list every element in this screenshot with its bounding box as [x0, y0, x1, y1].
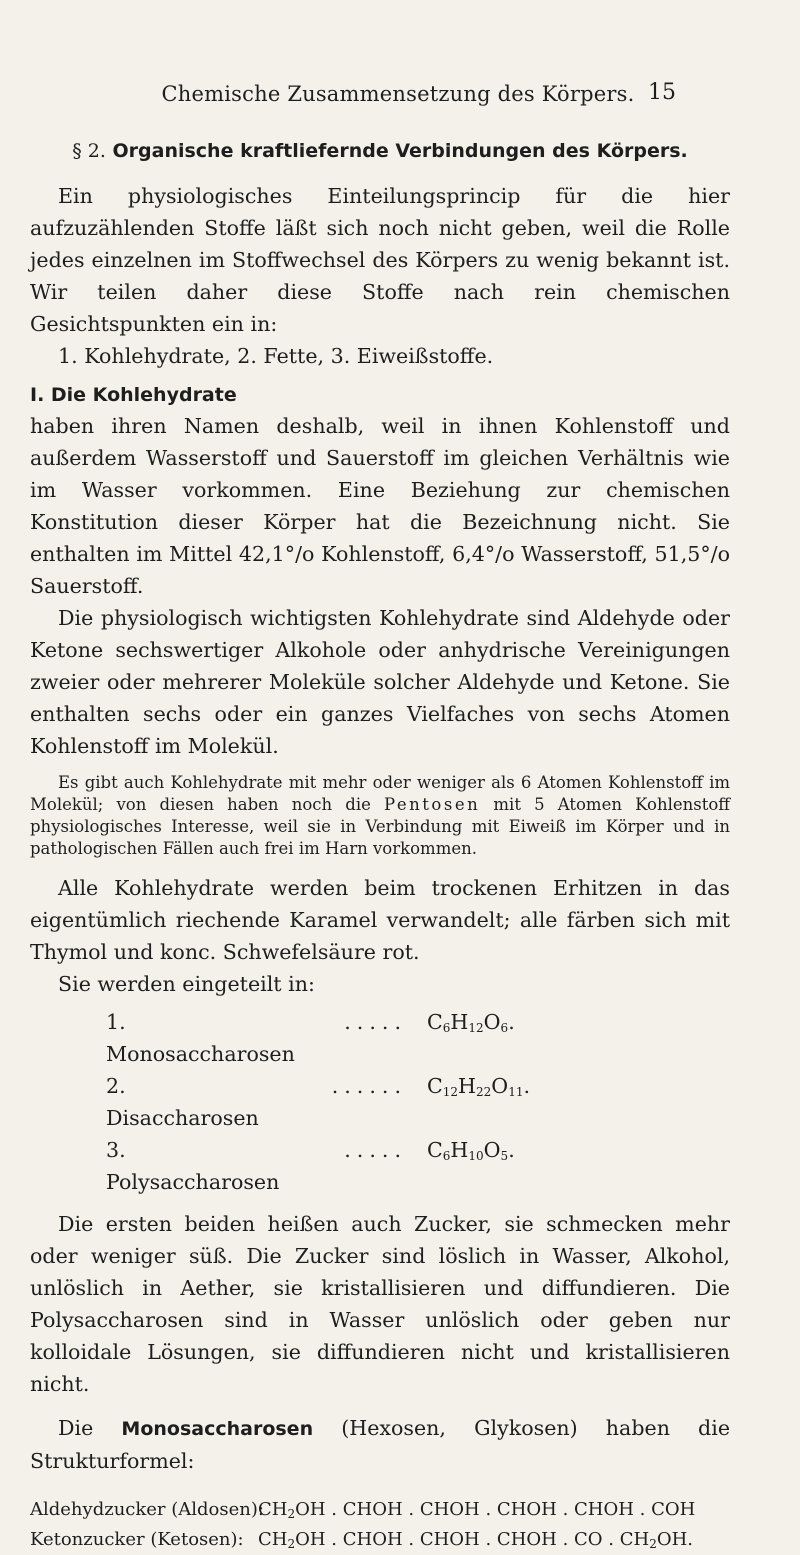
pentosen-note [30, 772, 730, 860]
eingeteilt-line: Sie werden eingeteilt in: [58, 972, 315, 996]
categories-line: 1. Kohlehydrate, 2. Fette, 3. Eiweißstoffe. [58, 344, 494, 368]
formula-name: 1. Monosaccharosen [106, 1010, 295, 1066]
zucker-paragraph: Die ersten beiden heißen auch Zucker, sie schmecken mehr oder weniger süß. Die Zucker sind löslich in Wasser, Alkohol, unlöslich in Aether, sie kristallisieren und diffundieren. Die Polysaccharosen sind in Wasser unlöslich oder geben nur kolloidale Lösungen, sie diffundieren nicht und kristallisieren nicht. [30, 1212, 730, 1396]
page-number: 15 [648, 80, 676, 105]
formula-row [30, 1070, 730, 1134]
formula-row [30, 1134, 730, 1198]
mono-prefix: Die [58, 1416, 94, 1440]
kohlehydrate-heading: I. Die Kohlehydrate [30, 384, 237, 406]
pentosen-note-a: Es gibt auch Kohlehydrate mit mehr oder weniger als 6 Atomen Kohlenstoff im Molekül; von diesen haben noch die [30, 773, 730, 814]
formula-leader-dots: ..... [344, 1010, 407, 1034]
mono-rest: (Hexosen, Glykosen) haben die Strukturformel: [30, 1416, 731, 1473]
monosaccharosen-heading: Monosaccharosen [121, 1418, 314, 1440]
structure-row [30, 1495, 730, 1525]
formula-name: 2. Disaccharosen [106, 1074, 259, 1130]
formula-list [30, 1006, 730, 1198]
formula-leader-dots: ..... [344, 1138, 407, 1162]
formula-leader-dots: ...... [331, 1074, 407, 1098]
running-head: Chemische Zusammensetzung des Körpers. [161, 82, 635, 106]
structure-formula: $CH_2OH$ . CHOH . CHOH . CHOH . CO . $CH_2OH$. [258, 1529, 694, 1551]
structure-formulas [30, 1495, 730, 1555]
sum-formula: $C_6H_{12}O_6$. [427, 1010, 515, 1035]
pentosen-note-b: mit 5 Atomen Kohlenstoff physiologisches Interesse, weil sie in Verbindung mit Eiweiß im Körper und in pathologischen Fällen auch frei im Harn vorkommen. [30, 795, 730, 858]
pentosen-term: Pentosen [384, 795, 481, 814]
structure-label: Aldehydzucker (Aldosen): [30, 1499, 264, 1520]
sum-formula: $C_{12}H_{22}O_{11}$. [427, 1074, 531, 1099]
section-sign: § 2. [72, 140, 106, 162]
formula-name: 3. Polysaccharosen [106, 1138, 280, 1194]
structure-row [30, 1525, 730, 1555]
formula-row [30, 1006, 730, 1070]
sum-formula: $C_6H_{10}O_5$. [427, 1138, 515, 1163]
structure-formula: $CH_2OH$ . CHOH . CHOH . CHOH . CHOH . COH [258, 1499, 696, 1521]
section-title [30, 135, 730, 167]
monosaccharosen-paragraph [30, 1412, 730, 1477]
structure-label: Ketonzucker (Ketosen): [30, 1529, 244, 1550]
page-body [30, 135, 730, 1555]
kohlehydrate-paragraph: haben ihren Namen deshalb, weil in ihnen Kohlenstoff und außerdem Wasserstoff und Sauerstoff im gleichen Verhältnis wie im Wasser vorkommen. Eine Beziehung zur chemischen Konstitution dieser Körper hat die Bezeichnung nicht. Sie enthalten im Mittel 42,1°/o Kohlenstoff, 6,4°/o Wasserstoff, 51,5°/o Sauerstoff. [30, 414, 730, 598]
intro-paragraph: Ein physiologisches Einteilungsprincip für die hier aufzuzählenden Stoffe läßt sich noch nicht geben, weil die Rolle jedes einzelnen im Stoffwechsel des Körpers zu wenig bekannt ist. Wir teilen daher diese Stoffe nach rein chemischen Gesichtspunkten ein in: [30, 184, 730, 336]
karamel-paragraph: Alle Kohlehydrate werden beim trockenen Erhitzen in das eigentümlich riechende Karamel verwandelt; alle färben sich mit Thymol und konc. Schwefelsäure rot. [30, 876, 730, 964]
aldehyde-paragraph: Die physiologisch wichtigsten Kohlehydrate sind Aldehyde oder Ketone sechswertiger Alkohole oder anhydrische Vereinigungen zweier oder mehrerer Moleküle solcher Aldehyde und Ketone. Sie enthalten sechs oder ein ganzes Vielfaches von sechs Atomen Kohlenstoff im Molekül. [30, 606, 730, 758]
section-title-text: Organische kraftliefernde Verbindungen des Körpers. [112, 140, 688, 162]
